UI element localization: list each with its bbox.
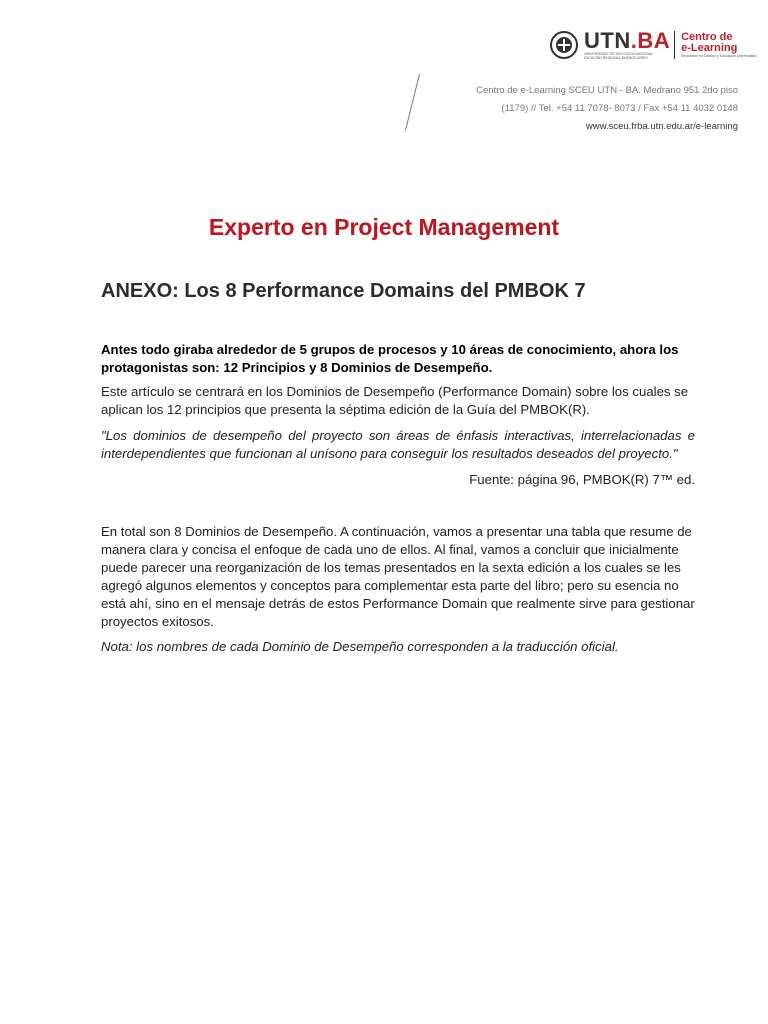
- logo-main-text: UTN: [584, 28, 631, 53]
- utn-seal-icon: [550, 31, 578, 59]
- document-title: Experto en Project Management: [208, 214, 560, 240]
- note-paragraph: Nota: los nombres de cada Dominio de Desempeño corresponden a la traducción oficial.: [101, 639, 619, 654]
- contact-url[interactable]: www.sceu.frba.utn.edu.ar/e-learning: [585, 121, 738, 132]
- contact-address: Centro de e-Learning SCEU UTN - BA. Medrano 951 2do piso: [476, 85, 738, 96]
- header-slash-divider: [405, 74, 420, 131]
- contact-phone: (1179) // Tel. +54 11 7078- 8073 / Fax +54 11 4032 0148: [501, 103, 738, 114]
- quote-paragraph: "Los dominios de desempeño del proyecto son áreas de énfasis interactivas, interrelacionadas e interdependientes que funcionan al unísono para conseguir los resultados deseados del proyecto.": [101, 428, 695, 461]
- intro-bold-paragraph: Antes todo giraba alrededor de 5 grupos de procesos y 10 áreas de conocimiento, ahora los protagonistas son: 12 Principios y 8 Dominios de Desempeño.: [101, 342, 679, 375]
- logo-divider: [674, 31, 675, 59]
- centro-title-line2: e-Learning: [681, 41, 738, 54]
- centro-title-line1: Centro de: [681, 30, 733, 43]
- header-contact: [476, 82, 738, 136]
- paragraph-1: Este artículo se centrará en los Dominios de Desempeño (Performance Domain) sobre los cuales se aplican los 12 principios que presenta la séptima edición de la Guía del PMBOK(R).: [101, 384, 689, 417]
- logo-subtitle: UNIVERSIDAD TECNOLÓGICA NACIONAL FACULTAD REGIONAL BUENOS AIRES: [584, 52, 653, 60]
- utn-ba-logo: [550, 30, 756, 60]
- paragraph-2: En total son 8 Dominios de Desempeño. A continuación, vamos a presentar una tabla que resume de manera clara y concisa el enfoque de cada uno de ellos. Al final, vamos a concluir que inicialmente puede parecer una reorganización de los temas presentados en la sexta edición a los cuales se les agregó algunos elementos y conceptos para complementar esta parte del libro; pero su esencia no está ahí, sino en el mensaje detrás de estos Performance Domain que realmente sirve para gestionar proyectos exitosos.: [101, 524, 695, 629]
- document-subtitle: ANEXO: Los 8 Performance Domains del PMBOK 7: [101, 280, 586, 302]
- document-body: [101, 341, 695, 656]
- centro-subtitle: Innovación en Gestión y Educación Universitaria: [681, 53, 757, 58]
- quote-source: Fuente: página 96, PMBOK(R) 7™ ed.: [469, 472, 695, 487]
- logo-suffix-text: .BA: [630, 28, 671, 53]
